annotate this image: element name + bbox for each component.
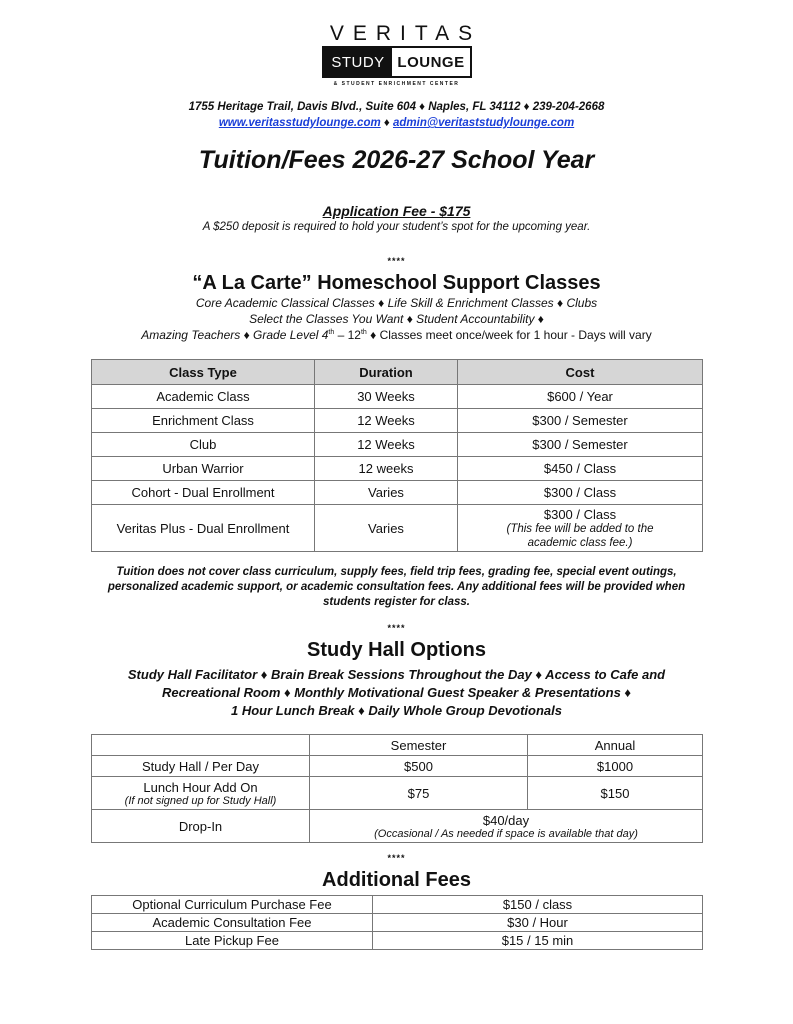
study-hall-table <box>91 734 703 843</box>
study-hall-heading: Study Hall Options <box>307 639 486 661</box>
fee-label: Optional Curriculum Purchase Fee <box>92 896 373 914</box>
alacarte-heading: “A La Carte” Homeschool Support Classes <box>192 272 601 294</box>
table-row <box>92 385 703 409</box>
logo-subtitle: & STUDENT ENRICHMENT CENTER <box>333 81 460 87</box>
disclaimer-line3: students register for class. <box>323 596 470 608</box>
address: 1755 Heritage Trail, Davis Blvd., Suite 604 ♦ Naples, FL 34112 ♦ 239-204-2668 <box>188 101 605 113</box>
fee-label: Late Pickup Fee <box>92 932 373 950</box>
study-hall-line3: 1 Hour Lunch Break ♦ Daily Whole Group Devotionals <box>231 703 562 718</box>
class-type: Enrichment Class <box>92 409 315 433</box>
deposit-note: A $250 deposit is required to hold your student’s spot for the upcoming year. <box>202 221 591 233</box>
fee-value: $150 / class <box>373 896 703 914</box>
alacarte-sup1: th <box>328 329 335 336</box>
class-cost-cell <box>458 505 703 552</box>
page-title: Tuition/Fees 2026-27 School Year <box>198 146 595 174</box>
class-duration: Varies <box>315 505 458 552</box>
alacarte-line3-b: – 12 <box>334 328 361 342</box>
email-link[interactable]: admin@veritaststudylounge.com <box>392 117 575 129</box>
table-row <box>92 505 703 552</box>
alacarte-line2: Select the Classes You Want ♦ Student Accountability ♦ <box>249 312 544 326</box>
class-duration: 12 weeks <box>315 457 458 481</box>
table-row <box>92 932 703 950</box>
class-type: Urban Warrior <box>92 457 315 481</box>
header-class-type: Class Type <box>92 360 315 385</box>
header-semester: Semester <box>310 735 528 756</box>
alacarte-line3 <box>0 328 793 342</box>
table-header-row <box>92 735 703 756</box>
additional-fees-heading: Additional Fees <box>322 869 471 891</box>
table-header-row <box>92 360 703 385</box>
class-cost: $300 / Class <box>458 481 703 505</box>
class-cost: $300 / Semester <box>458 433 703 457</box>
row-annual: $150 <box>528 777 703 810</box>
row-dropin-value: $40/day <box>482 812 530 828</box>
row-label: Lunch Hour Add On <box>143 779 258 795</box>
additional-fees-table <box>91 895 703 950</box>
fee-label: Academic Consultation Fee <box>92 914 373 932</box>
table-row <box>92 896 703 914</box>
class-cost: $300 / Class <box>543 506 617 522</box>
separator-stars: **** <box>387 256 406 266</box>
alacarte-line3-c: ♦ Classes meet once/week for 1 hour - Days will vary <box>366 328 652 342</box>
class-cost-note: (This fee will be added to the academic class fee.) <box>506 522 654 549</box>
application-fee-text: Application Fee - $175 <box>322 203 471 219</box>
class-duration: 12 Weeks <box>315 433 458 457</box>
alacarte-line1: Core Academic Classical Classes ♦ Life Skill & Enrichment Classes ♦ Clubs <box>195 296 598 310</box>
logo-lounge: LOUNGE <box>397 53 465 71</box>
class-type: Club <box>92 433 315 457</box>
row-semester: $75 <box>310 777 528 810</box>
separator: ♦ <box>383 117 390 129</box>
class-type: Cohort - Dual Enrollment <box>92 481 315 505</box>
row-label: Study Hall / Per Day <box>92 756 310 777</box>
table-row <box>92 409 703 433</box>
table-row <box>92 481 703 505</box>
row-sublabel: (If not signed up for Study Hall) <box>124 794 277 807</box>
header-empty <box>92 735 310 756</box>
header-duration: Duration <box>315 360 458 385</box>
row-label-cell <box>92 777 310 810</box>
row-dropin-note: (Occasional / As needed if space is available that day) <box>374 827 638 840</box>
contact-links <box>0 117 793 129</box>
row-annual: $1000 <box>528 756 703 777</box>
disclaimer-line2: personalized academic support, or academic consultation fees. Any additional fees will be provided when <box>107 581 686 593</box>
study-hall-line2: Recreational Room ♦ Monthly Motivational Guest Speaker & Presentations ♦ <box>161 685 632 700</box>
application-fee <box>0 203 793 219</box>
class-cost: $450 / Class <box>458 457 703 481</box>
header-annual: Annual <box>528 735 703 756</box>
fee-value: $15 / 15 min <box>373 932 703 950</box>
table-row <box>92 810 703 843</box>
class-duration: 30 Weeks <box>315 385 458 409</box>
row-dropin-cell <box>310 810 703 843</box>
separator-stars: **** <box>387 853 406 863</box>
classes-table <box>91 359 703 552</box>
alacarte-line3-a: Amazing Teachers ♦ Grade Level 4 <box>141 328 329 342</box>
logo-box <box>322 46 472 78</box>
table-row <box>92 914 703 932</box>
disclaimer <box>0 565 793 610</box>
alacarte-sup2: th <box>360 329 367 336</box>
table-row <box>92 457 703 481</box>
logo-veritas: VERITAS <box>329 22 482 45</box>
row-label: Drop-In <box>92 810 310 843</box>
website-link[interactable]: www.veritasstudylounge.com <box>218 117 381 129</box>
fee-value: $30 / Hour <box>373 914 703 932</box>
table-row <box>92 433 703 457</box>
table-row <box>92 756 703 777</box>
table-row <box>92 777 703 810</box>
class-cost: $600 / Year <box>458 385 703 409</box>
logo-study: STUDY <box>324 48 392 76</box>
class-duration: Varies <box>315 481 458 505</box>
row-semester: $500 <box>310 756 528 777</box>
separator-stars: **** <box>387 623 406 633</box>
study-hall-line1: Study Hall Facilitator ♦ Brain Break Sessions Throughout the Day ♦ Access to Cafe and <box>127 667 666 682</box>
disclaimer-line1: Tuition does not cover class curriculum, supply fees, field trip fees, grading fee, special event outings, <box>116 566 677 578</box>
class-cost: $300 / Semester <box>458 409 703 433</box>
class-type: Academic Class <box>92 385 315 409</box>
class-duration: 12 Weeks <box>315 409 458 433</box>
header-cost: Cost <box>458 360 703 385</box>
class-type: Veritas Plus - Dual Enrollment <box>92 505 315 552</box>
